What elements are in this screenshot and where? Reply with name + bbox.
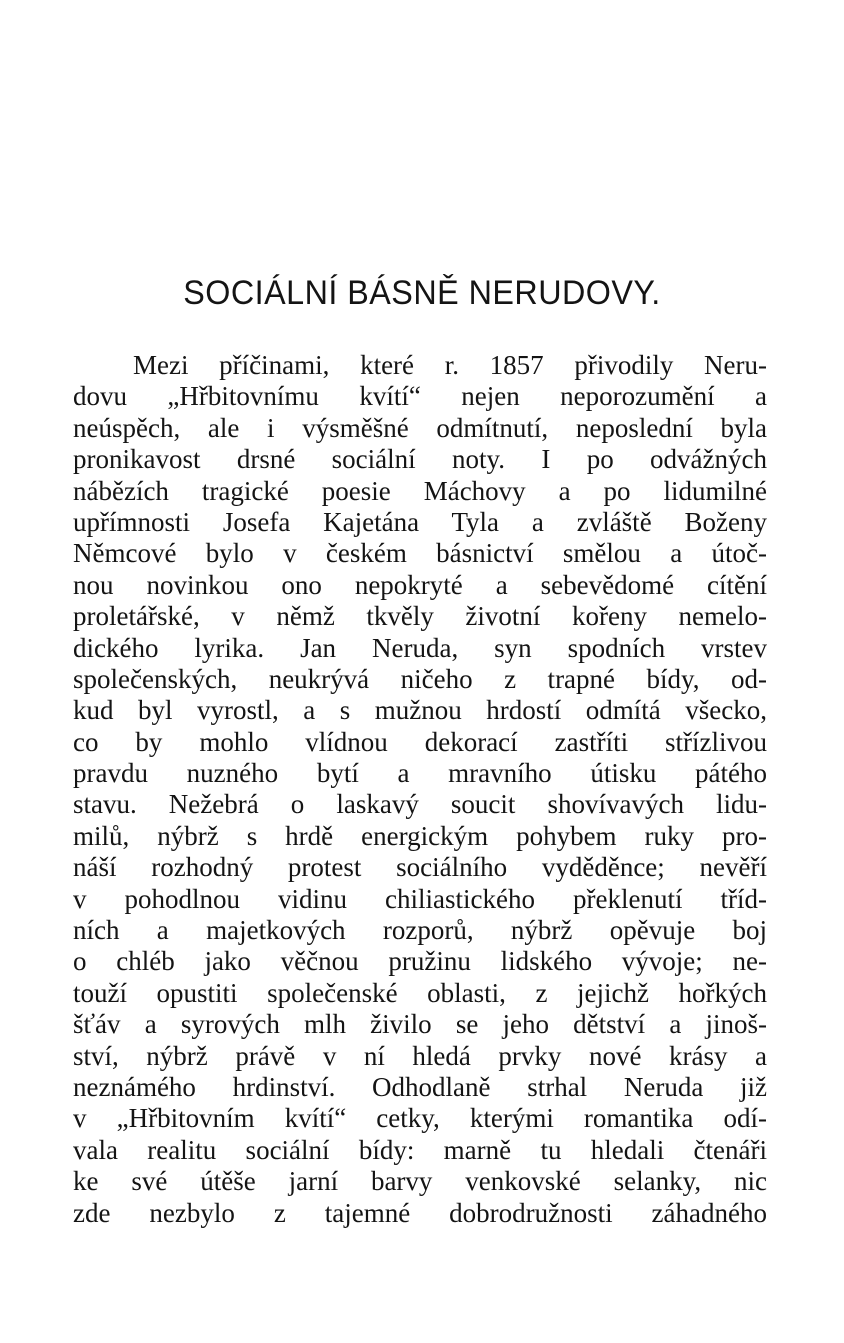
text-line: šťáv a syrových mlh živilo se jeho dětství a jinoš- xyxy=(73,1009,767,1040)
text-line: vala realitu sociální bídy: marně tu hledali čtenáři xyxy=(73,1134,767,1165)
text-line: stavu. Nežebrá o laskavý soucit shovívavých lidu- xyxy=(73,789,767,820)
text-line: neúspěch, ale i výsměšné odmítnutí, neposlední byla xyxy=(73,412,767,443)
text-line: společenských, neukrývá ničeho z trapné bídy, od- xyxy=(73,663,767,694)
text-line: upřímnosti Josefa Kajetána Tyla a zvláště Boženy xyxy=(73,506,767,537)
text-line: dovu „Hřbitovnímu kvítí“ nejen neporozumění a xyxy=(73,381,767,412)
text-line: o chléb jako věčnou pružinu lidského vývoje; ne- xyxy=(73,946,767,977)
text-line: náší rozhodný protest sociálního vyděděnce; nevěří xyxy=(73,852,767,883)
text-line: milů, nýbrž s hrdě energickým pohybem ruky pro- xyxy=(73,820,767,851)
text-line: ství, nýbrž právě v ní hledá prvky nové krásy a xyxy=(73,1040,767,1071)
chapter-heading: SOCIÁLNÍ BÁSNĚ NERUDOVY. xyxy=(183,274,661,312)
text-line: Mezi příčinami, které r. 1857 přivodily Neru- xyxy=(133,350,767,380)
text-line: co by mohlo vlídnou dekorací zastříti střízlivou xyxy=(73,726,767,757)
text-line: kud byl vyrostl, a s mužnou hrdostí odmítá všecko, xyxy=(73,695,767,726)
text-line: touží opustiti společenské oblasti, z jejichž hořkých xyxy=(73,977,767,1008)
text-line: v pohodlnou vidinu chiliastického překlenutí tříd- xyxy=(73,883,767,914)
text-line: nábězích tragické poesie Máchovy a po lidumilné xyxy=(73,475,767,506)
body-paragraph xyxy=(73,350,767,1229)
text-line: pronikavost drsné sociální noty. I po odvážných xyxy=(73,444,767,475)
text-line: pravdu nuzného bytí a mravního útisku pátého xyxy=(73,758,767,789)
text-line: proletářské, v němž tkvěly životní kořeny nemelo- xyxy=(73,601,767,632)
text-line: Němcové bylo v českém básnictví smělou a útoč- xyxy=(73,538,767,569)
text-line: dického lyrika. Jan Neruda, syn spodních vrstev xyxy=(73,632,767,663)
text-line: neznámého hrdinství. Odhodlaně strhal Neruda již xyxy=(73,1071,767,1102)
text-line: zde nezbylo z tajemné dobrodružnosti záhadného xyxy=(73,1197,767,1228)
text-line: v „Hřbitovním kvítí“ cetky, kterými romantika odí- xyxy=(73,1103,767,1134)
text-line: ních a majetkových rozporů, nýbrž opěvuje boj xyxy=(73,915,767,946)
text-line: nou novinkou ono nepokryté a sebevědomé cítění xyxy=(73,569,767,600)
text-line: ke své útěše jarní barvy venkovské selanky, nic xyxy=(73,1166,767,1197)
